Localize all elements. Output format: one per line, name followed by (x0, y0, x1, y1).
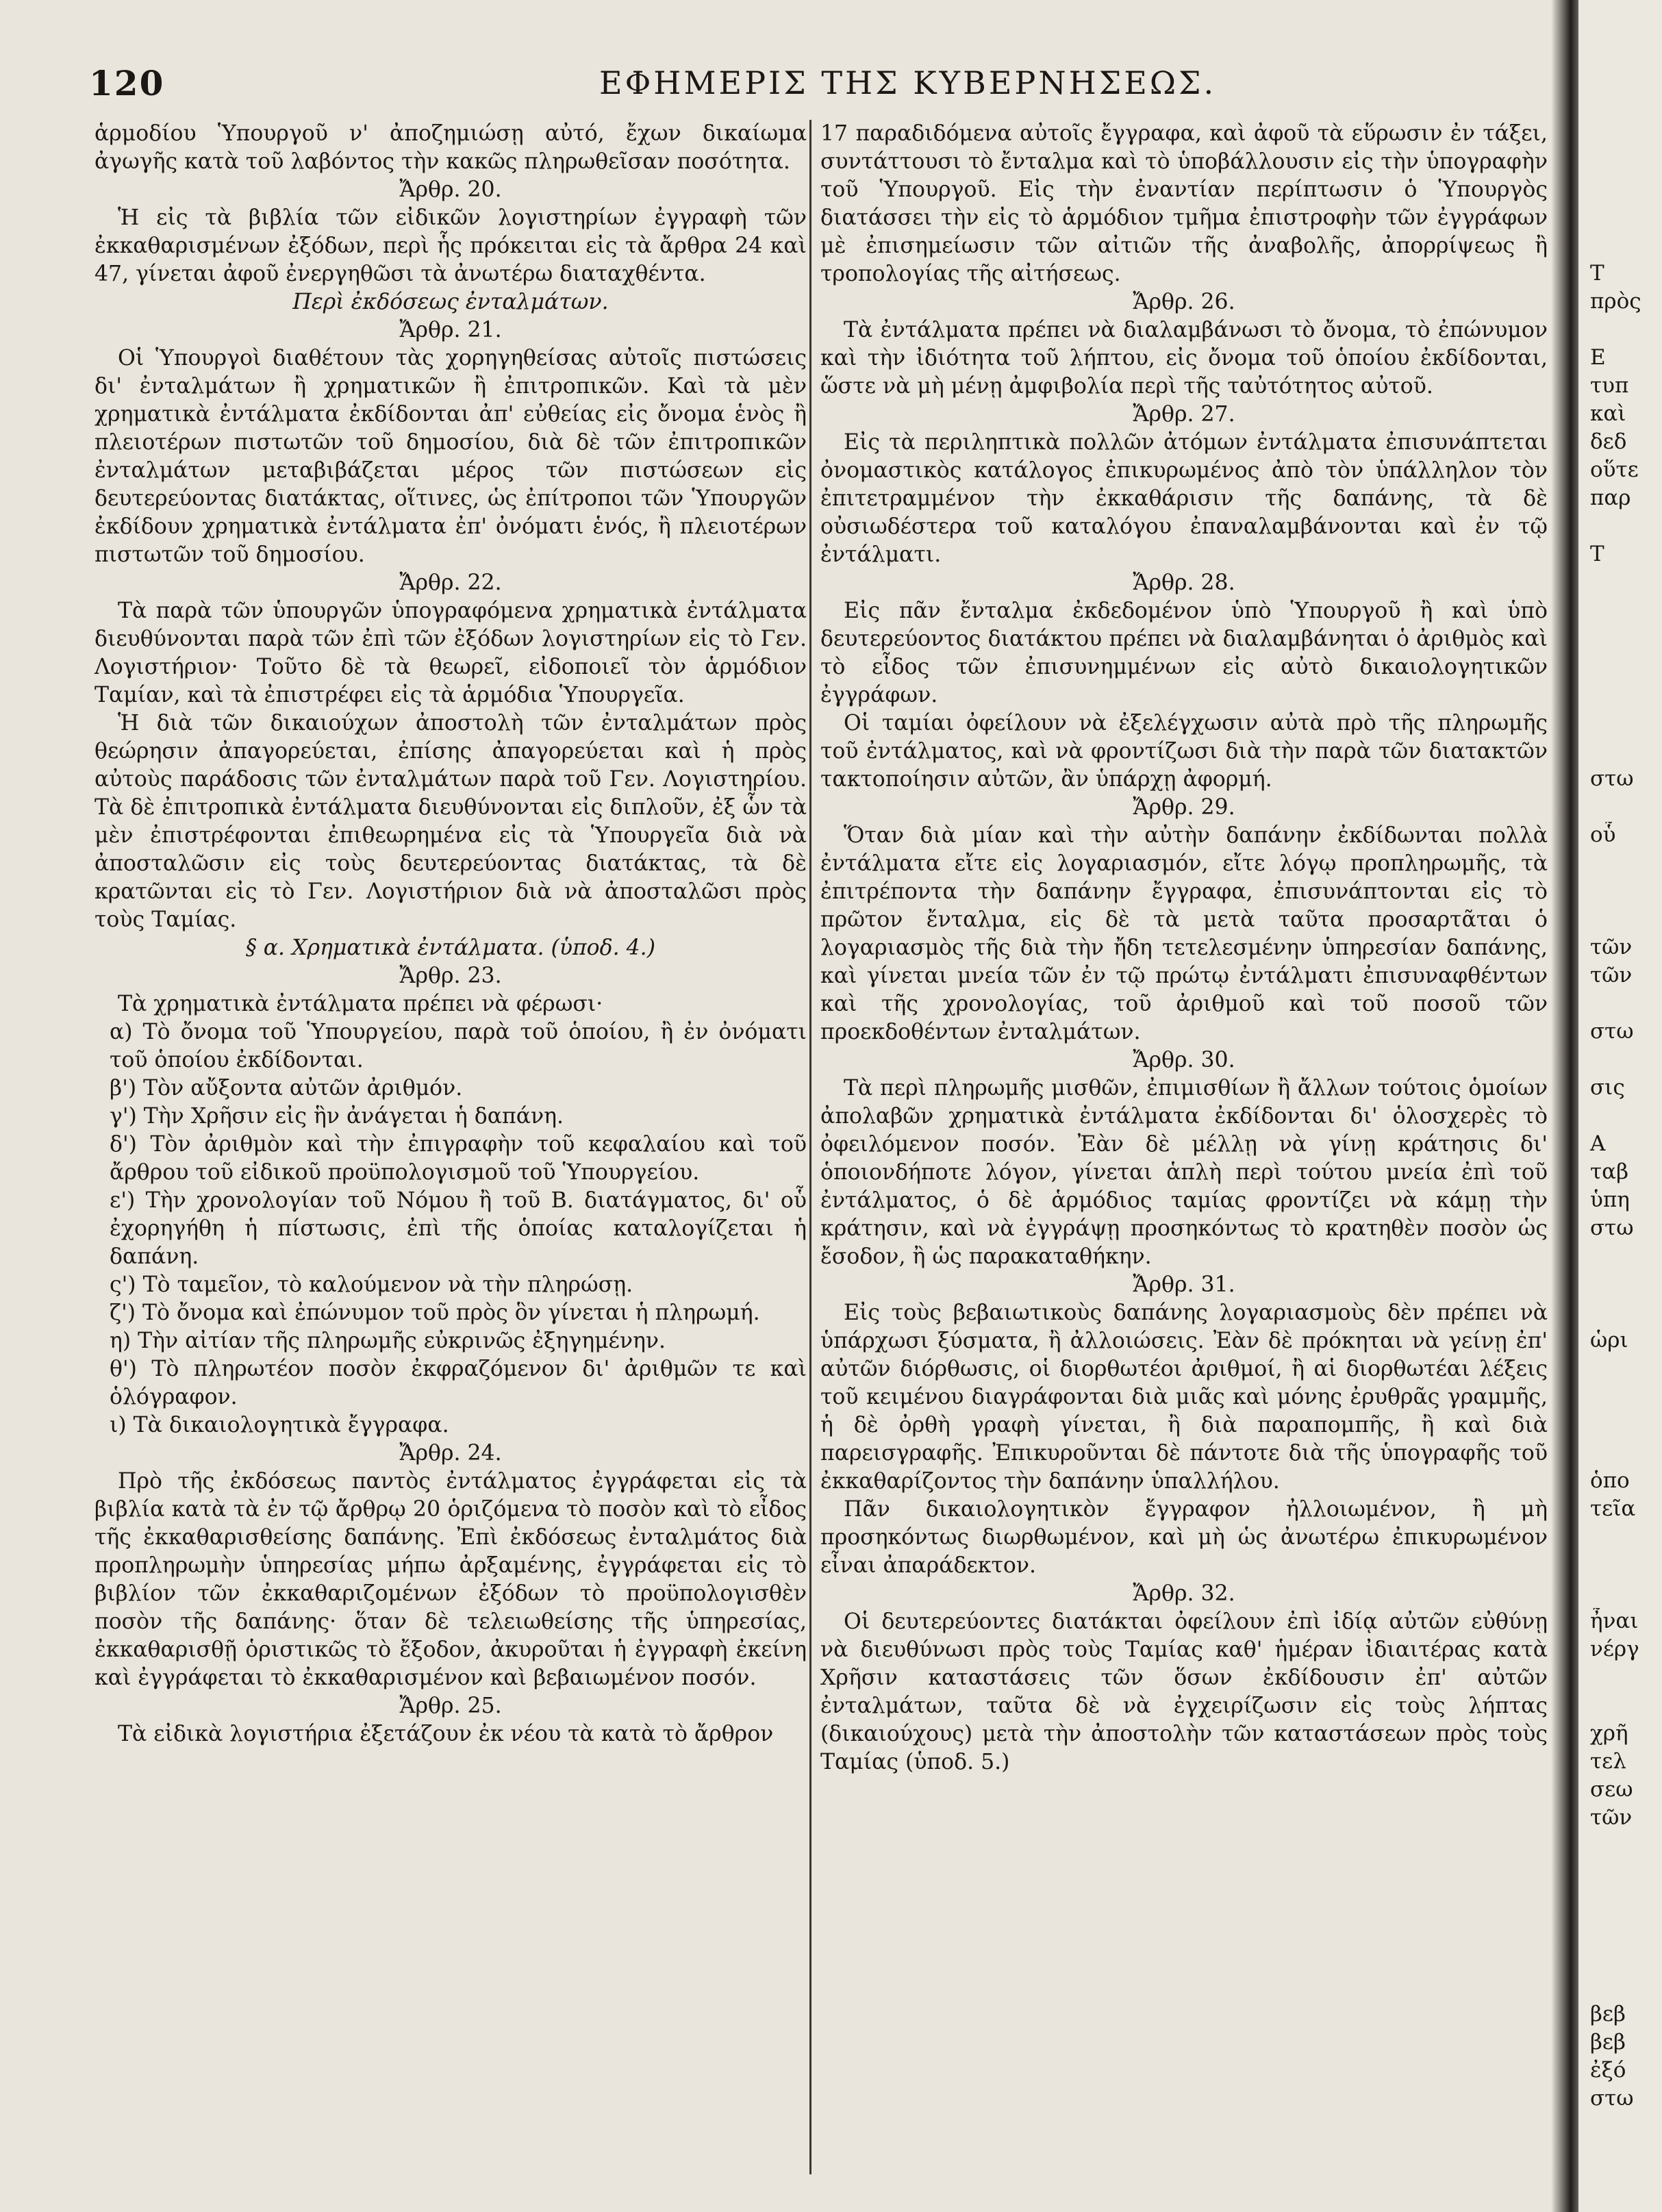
article-heading: Ἄρθρ. 27. (1133, 402, 1235, 427)
list-item: α) Τὸ ὄνομα τοῦ Ὑπουργείου, παρὰ τοῦ ὁποίου, ἢ ἐν ὀνόματι τοῦ ὁποίου ἐκδίδονται. (110, 1020, 807, 1072)
paragraph: 17 παραδιδόμενα αὐτοῖς ἔγγραφα, καὶ ἀφοῦ τὰ εὕρωσιν ἐν τάξει, συντάττουσι τὸ ἔνταλμα καὶ τὸ ὑποβάλλουσιν εἰς τὴν ὑπογραφὴν τοῦ Ὑπουργοῦ. Εἰς τὴν ἐναντίαν περίπτωσιν ὁ Ὑπουργὸς διατάσσει τὴν εἰς τὸ ἁρμόδιον τμῆμα ἐπιστροφὴν τῶν ἐγγράφων μὲ ἐπισημείωσιν τῶν αἰτιῶν τῆς ἀναβολῆς, ἀπορρίψεως ἢ τροπολογίας τῆς αἰτήσεως. (820, 121, 1548, 286)
list-item: γ') Τὴν Χρῆσιν εἰς ἣν ἀνάγεται ἡ δαπάνη. (110, 1104, 564, 1129)
article-heading: Ἄρθρ. 26. (1133, 290, 1235, 314)
list-item: η) Τὴν αἰτίαν τῆς πληρωμῆς εὐκρινῶς ἐξηγημένην. (110, 1329, 666, 1353)
edge-text-fragment: τεῖα (1590, 1496, 1636, 1521)
paragraph: ἁρμοδίου Ὑπουργοῦ ν' ἀποζημιώσῃ αὐτό, ἔχων δικαίωμα ἀγωγῆς κατὰ τοῦ λαβόντος τὴν κακῶς πληρωθεῖσαν ποσότητα. (95, 121, 807, 174)
edge-text-fragment: ὁπο (1590, 1468, 1630, 1493)
paragraph: Ἡ εἰς τὰ βιβλία τῶν εἰδικῶν λογιστηρίων ἐγγραφὴ τῶν ἐκκαθαρισμένων ἐξόδων, περὶ ἧς πρόκειται εἰς τὰ ἄρθρα 24 καὶ 47, γίνεται ἀφοῦ ἐνεργηθῶσι τὰ ἀνωτέρω διαταχθέντα. (95, 205, 807, 286)
edge-text-fragment: Α (1590, 1131, 1606, 1156)
page-number: 120 (89, 63, 165, 103)
paragraph: Ἡ διὰ τῶν δικαιούχων ἀποστολὴ τῶν ἐνταλμάτων πρὸς θεώρησιν ἀπαγορεύεται, ἐπίσης ἀπαγορεύεται καὶ ἡ πρὸς αὐτοὺς παράδοσις τῶν ἐνταλμάτων παρὰ τοῦ Γεν. Λογιστηρίου. Τὰ δὲ ἐπιτροπικὰ ἐντάλματα διευθύνονται εἰς διπλοῦν, ἐξ ὧν τὰ μὲν ἐπιστρέφονται ἐπιθεωρημένα εἰς τὰ Ὑπουργεῖα διὰ νὰ ἀποσταλῶσιν εἰς τοὺς δευτερεύοντας διατάκτας, τὰ δὲ κρατῶνται εἰς τὸ Γεν. Λογιστήριον διὰ νὰ ἀποσταλῶσι πρὸς τοὺς Ταμίας. (95, 711, 807, 932)
paragraph: Οἱ ταμίαι ὀφείλουν νὰ ἐξελέγχωσιν αὐτὰ πρὸ τῆς πληρωμῆς τοῦ ἐντάλματος, καὶ νὰ φροντίζωσι διὰ τὴν παρὰ τῶν διατακτῶν τακτοποίησιν αὐτῶν, ἂν ὑπάρχῃ ἀφορμή. (820, 711, 1548, 792)
edge-text-fragment: Ε (1590, 345, 1606, 370)
edge-text-fragment: πρὸς (1590, 289, 1641, 314)
edge-text-fragment: Τ (1590, 542, 1604, 566)
edge-text-fragment: ἦναι (1590, 1609, 1639, 1633)
article-heading: Ἄρθρ. 29. (1133, 795, 1235, 820)
article-heading: Ἄρθρ. 20. (399, 177, 502, 202)
list-item: δ') Τὸν ἀριθμὸν καὶ τὴν ἐπιγραφὴν τοῦ κεφαλαίου καὶ τοῦ ἄρθρου τοῦ εἰδικοῦ προϋπολογισμοῦ τοῦ Ὑπουργείου. (110, 1132, 807, 1185)
edge-text-fragment: στω (1590, 1216, 1634, 1240)
paragraph: Τὰ χρηματικὰ ἐντάλματα πρέπει νὰ φέρωσι· (118, 992, 603, 1016)
paragraph: Οἱ δευτερεύοντες διατάκται ὀφείλουν ἐπὶ ἰδίᾳ αὐτῶν εὐθύνῃ νὰ διευθύνωσι πρὸς τοὺς Ταμίας καθ' ἡμέραν ἰδιαιτέρας κατὰ Χρῆσιν καταστάσεις τῶν ὅσων ἐκδίδουσιν ἐπ' αὐτῶν ἐνταλμάτων, ταῦτα δὲ νὰ ἐγχειρίζωσιν εἰς τοὺς λήπτας (δικαιούχους) μετὰ τὴν ἀποστολὴν τῶν καταστάσεων πρὸς τοὺς Ταμίας (ὑποδ. 5.) (820, 1609, 1548, 1774)
edge-text-fragment: στω (1590, 766, 1634, 791)
journal-title: ΕΦΗΜΕΡΙΣ ΤΗΣ ΚΥΒΕΡΝΗΣΕΩΣ. (599, 64, 1217, 101)
edge-text-fragment: βεβ (1590, 2002, 1626, 2026)
article-heading: Ἄρθρ. 32. (1133, 1581, 1235, 1606)
edge-text-fragment: τῶν (1590, 963, 1633, 988)
article-heading: Ἄρθρ. 25. (399, 1694, 502, 1718)
edge-text-fragment: Τ (1590, 261, 1604, 286)
edge-text-fragment: τῶν (1590, 1805, 1633, 1830)
list-item: ς') Τὸ ταμεῖον, τὸ καλούμενον νὰ τὴν πληρώσῃ. (110, 1272, 633, 1297)
article-heading: Ἄρθρ. 22. (399, 570, 502, 595)
edge-text-fragment: στω (1590, 1019, 1634, 1044)
article-heading: Ἄρθρ. 23. (399, 964, 502, 988)
edge-text-fragment: δεδ (1590, 429, 1627, 454)
edge-text-fragment: χρῆ (1590, 1721, 1628, 1746)
paragraph: Πᾶν δικαιολογητικὸν ἔγγραφον ἠλλοιωμένον, ἢ μὴ προσηκόντως διωρθωμένον, καὶ μὴ ὡς ἀνωτέρω ἐπικυρωμένον εἶναι ἀπαράδεκτον. (820, 1497, 1548, 1578)
edge-text-fragment: ἐξό (1590, 2058, 1626, 2083)
edge-text-fragment: νέργ (1590, 1637, 1639, 1661)
book-gutter (1551, 0, 1581, 2212)
edge-text-fragment: ὡρι (1590, 1328, 1628, 1353)
paragraph: Τὰ ἐντάλματα πρέπει νὰ διαλαμβάνωσι τὸ ὄνομα, τὸ ἐπώνυμον καὶ τὴν ἰδιότητα τοῦ λήπτου, εἰς ὄνομα τοῦ ὁποίου ἐκδίδονται, ὥστε νὰ μὴ μένῃ ἀμφιβολία περὶ τῆς ταὐτότητος αὐτοῦ. (820, 318, 1548, 399)
edge-text-fragment: τυπ (1590, 373, 1629, 398)
edge-text-fragment: καὶ (1590, 401, 1626, 426)
list-item: ε') Τὴν χρονολογίαν τοῦ Νόμου ἢ τοῦ Β. διατάγματος, δι' οὗ ἐχορηγήθη ἡ πίστωσις, ἐπὶ τῆς ὁποίας καταλογίζεται ἡ δαπάνη. (110, 1188, 807, 1269)
list-item: ζ') Τὸ ὄνομα καὶ ἐπώνυμον τοῦ πρὸς ὃν γίνεται ἡ πληρωμή. (110, 1300, 760, 1325)
list-item: θ') Τὸ πληρωτέον ποσὸν ἐκφραζόμενον δι' ἀριθμῶν τε καὶ ὁλόγραφον. (110, 1357, 807, 1409)
column-divider (809, 120, 811, 2174)
section-heading: Περὶ ἐκδόσεως ἐνταλμάτων. (292, 290, 609, 314)
list-item: β') Τὸν αὔξοντα αὐτῶν ἀριθμόν. (110, 1076, 463, 1101)
edge-text-fragment: παρ (1590, 486, 1631, 510)
edge-text-fragment: οὗ (1590, 822, 1616, 847)
paragraph: Τὰ παρὰ τῶν ὑπουργῶν ὑπογραφόμενα χρηματικὰ ἐντάλματα διευθύνονται παρὰ τῶν ἐπὶ τῶν ἐξόδων λογιστηρίων εἰς τὸ Γεν. Λογιστήριον· Τοῦτο δὲ τὰ θεωρεῖ, εἰδοποιεῖ τὸν ἁρμόδιον Ταμίαν, καὶ τὰ ἐπιστρέφει εἰς τὰ ἁρμόδια Ὑπουργεῖα. (95, 599, 807, 707)
edge-text-fragment: οὕτε (1590, 457, 1639, 482)
page-header (89, 63, 1548, 104)
edge-text-fragment: στω (1590, 2086, 1634, 2111)
edge-text-fragment: τελ (1590, 1749, 1626, 1774)
edge-text-fragment: τῶν (1590, 935, 1633, 959)
section-heading: § α. Χρηματικὰ ἐντάλματα. (ὑποδ. 4.) (246, 935, 655, 960)
paragraph: Εἰς πᾶν ἔνταλμα ἐκδεδομένον ὑπὸ Ὑπουργοῦ ἢ καὶ ὑπὸ δευτερεύοντος διατάκτου πρέπει νὰ διαλαμβάνηται ὁ ἀριθμὸς καὶ τὸ εἶδος τῶν ἐπισυνημμένων εἰς αὐτὸ δικαιολογητικῶν ἐγγράφων. (820, 599, 1548, 707)
article-heading: Ἄρθρ. 21. (399, 318, 502, 342)
paragraph: Πρὸ τῆς ἐκδόσεως παντὸς ἐντάλματος ἐγγράφεται εἰς τὰ βιβλία κατὰ τὰ ἐν τῷ ἄρθρῳ 20 ὁριζόμενα τὸ ποσὸν καὶ τὸ εἶδος τῆς ἐκκαθαρισθείσης δαπάνης. Ἐπὶ ἐκδόσεως ἐνταλμάτος διὰ προπληρωμὴν ὑπηρεσίας μήπω ἀρξαμένης, ἐγγράφεται εἰς τὸ βιβλίον τῶν ἐκκαθαριζομένων ἐξόδων τὸ προϋπολογισθὲν ποσὸν τῆς δαπάνης· ὅταν δὲ τελειωθείσης τῆς ὑπηρεσίας, ἐκκαθαρισθῇ ὁριστικῶς τὸ ἔξοδον, ἀκυροῦται ἡ ἐγγραφὴ ἐκείνη καὶ ἐγγράφεται τὸ ἐκκαθαρισμένον καὶ βεβαιωμένον ποσόν. (95, 1469, 807, 1690)
paragraph: Τὰ περὶ πληρωμῆς μισθῶν, ἐπιμισθίων ἢ ἄλλων τούτοις ὁμοίων ἀπολαβῶν χρηματικὰ ἐντάλματα ἐκδίδονται δι' ὁλοσχερὲς τὸ ὀφειλόμενον ποσόν. Ἐὰν δὲ μέλλῃ νὰ γίνῃ κράτησις δι' ὁποιονδήποτε λόγον, γίνεται ἁπλὴ περὶ τούτου μνεία ἐπὶ τοῦ ἐντάλματος, ὁ δὲ ἁρμόδιος ταμίας φροντίζει νὰ κάμῃ τὴν κράτησιν, καὶ νὰ ἐγγράψῃ προσηκόντως τὸ κρατηθὲν ποσὸν ὡς ἔσοδον, ἢ ὡς παρακαταθήκην. (820, 1076, 1548, 1269)
paragraph: Εἰς τὰ περιληπτικὰ πολλῶν ἀτόμων ἐντάλματα ἐπισυνάπτεται ὀνομαστικὸς κατάλογος ἐπικυρωμένος ἀπὸ τὸν ὑπάλληλον τὸν ἐπιτετραμμένον τὴν ἐκκαθάρισιν τῆς δαπάνης, τὰ δὲ οὐσιωδέστερα τοῦ καταλόγου ἐπαναλαμβάνονται καὶ ἐν τῷ ἐντάλματι. (820, 430, 1548, 567)
paragraph: Τὰ εἰδικὰ λογιστήρια ἐξετάζουν ἐκ νέου τὰ κατὰ τὸ ἄρθρον (118, 1722, 774, 1746)
right-column (820, 120, 1548, 2174)
article-heading: Ἄρθρ. 28. (1133, 570, 1235, 595)
edge-text-fragment: ὑπη (1590, 1187, 1630, 1212)
edge-text-fragment: σεω (1590, 1777, 1633, 1802)
next-page-edge (1578, 0, 1662, 2212)
list-item: ι) Τὰ δικαιολογητικὰ ἔγγραφα. (110, 1413, 449, 1437)
paragraph: Οἱ Ὑπουργοὶ διαθέτουν τὰς χορηγηθείσας αὐτοῖς πιστώσεις δι' ἐνταλμάτων ἢ χρηματικῶν ἢ ἐπιτροπικῶν. Καὶ τὰ μὲν χρηματικὰ ἐντάλματα ἐκδίδονται ἀπ' εὐθείας εἰς ὄνομα ἑνὸς ἢ πλειοτέρων πιστωτῶν τοῦ δημοσίου, διὰ δὲ τῶν ἐπιτροπικῶν ἐνταλμάτων μεταβιβάζεται μέρος τῶν πιστώσεων εἰς δευτερεύοντας διατάκτας, οἵτινες, ὡς ἐπίτροποι τῶν Ὑπουργῶν ἐκδίδουν χρηματικὰ ἐντάλματα ἐπ' ὀνόματι ἑνός, ἢ πλειοτέρων πιστωτῶν τοῦ δημοσίου. (95, 346, 807, 567)
edge-text-fragment: ταβ (1590, 1159, 1629, 1184)
article-heading: Ἄρθρ. 24. (399, 1441, 502, 1466)
paragraph: Ὅταν διὰ μίαν καὶ τὴν αὐτὴν δαπάνην ἐκδίδωνται πολλὰ ἐντάλματα εἴτε εἰς λογαριασμόν, εἴτε λόγῳ προπληρωμῆς, τὰ ἐπιτρέποντα τὴν δαπάνην ἔγγραφα, ἐπισυνάπτονται εἰς τὸ πρῶτον ἔνταλμα, εἰς δὲ τὰ μετὰ ταῦτα προσαρτᾶται ὁ λογαριασμὸς τῆς διὰ τὴν ἤδη τετελεσμένην ὑπηρεσίαν δαπάνης, καὶ γίνεται μνεία τῶν ἐν τῷ πρώτῳ ἐντάλματι ἐπισυναφθέντων καὶ τῆς χρονολογίας, τοῦ ἀριθμοῦ καὶ τοῦ ποσοῦ τῶν προεκδοθέντων ἐνταλμάτων. (820, 823, 1548, 1044)
edge-text-fragment: βεβ (1590, 2030, 1626, 2054)
article-heading: Ἄρθρ. 31. (1133, 1272, 1235, 1297)
edge-text-fragment: σις (1590, 1075, 1625, 1100)
paragraph: Εἰς τοὺς βεβαιωτικοὺς δαπάνης λογαριασμοὺς δὲν πρέπει νὰ ὑπάρχωσι ξύσματα, ἢ ἀλλοιώσεις. Ἐὰν δὲ πρόκηται νὰ γείνῃ ἐπ' αὐτῶν διόρθωσις, οἱ διορθωτέοι ἀριθμοί, ἢ αἱ διορθωτέαι λέξεις τοῦ κειμένου διαγράφονται διὰ μιᾶς καὶ μόνης ἐρυθρᾶς γραμμῆς, ἡ δὲ ὀρθὴ γραφὴ γίνεται, ἢ διὰ παραπομπῆς, ἢ καὶ διὰ παρεισγραφῆς. Ἐπικυροῦνται δὲ πάντοτε διὰ τῆς ὑπογραφῆς τοῦ ἐκκαθαρίζοντος τὴν δαπάνην ὑπαλλήλου. (820, 1300, 1548, 1494)
left-column (95, 120, 807, 2174)
article-heading: Ἄρθρ. 30. (1133, 1048, 1235, 1072)
